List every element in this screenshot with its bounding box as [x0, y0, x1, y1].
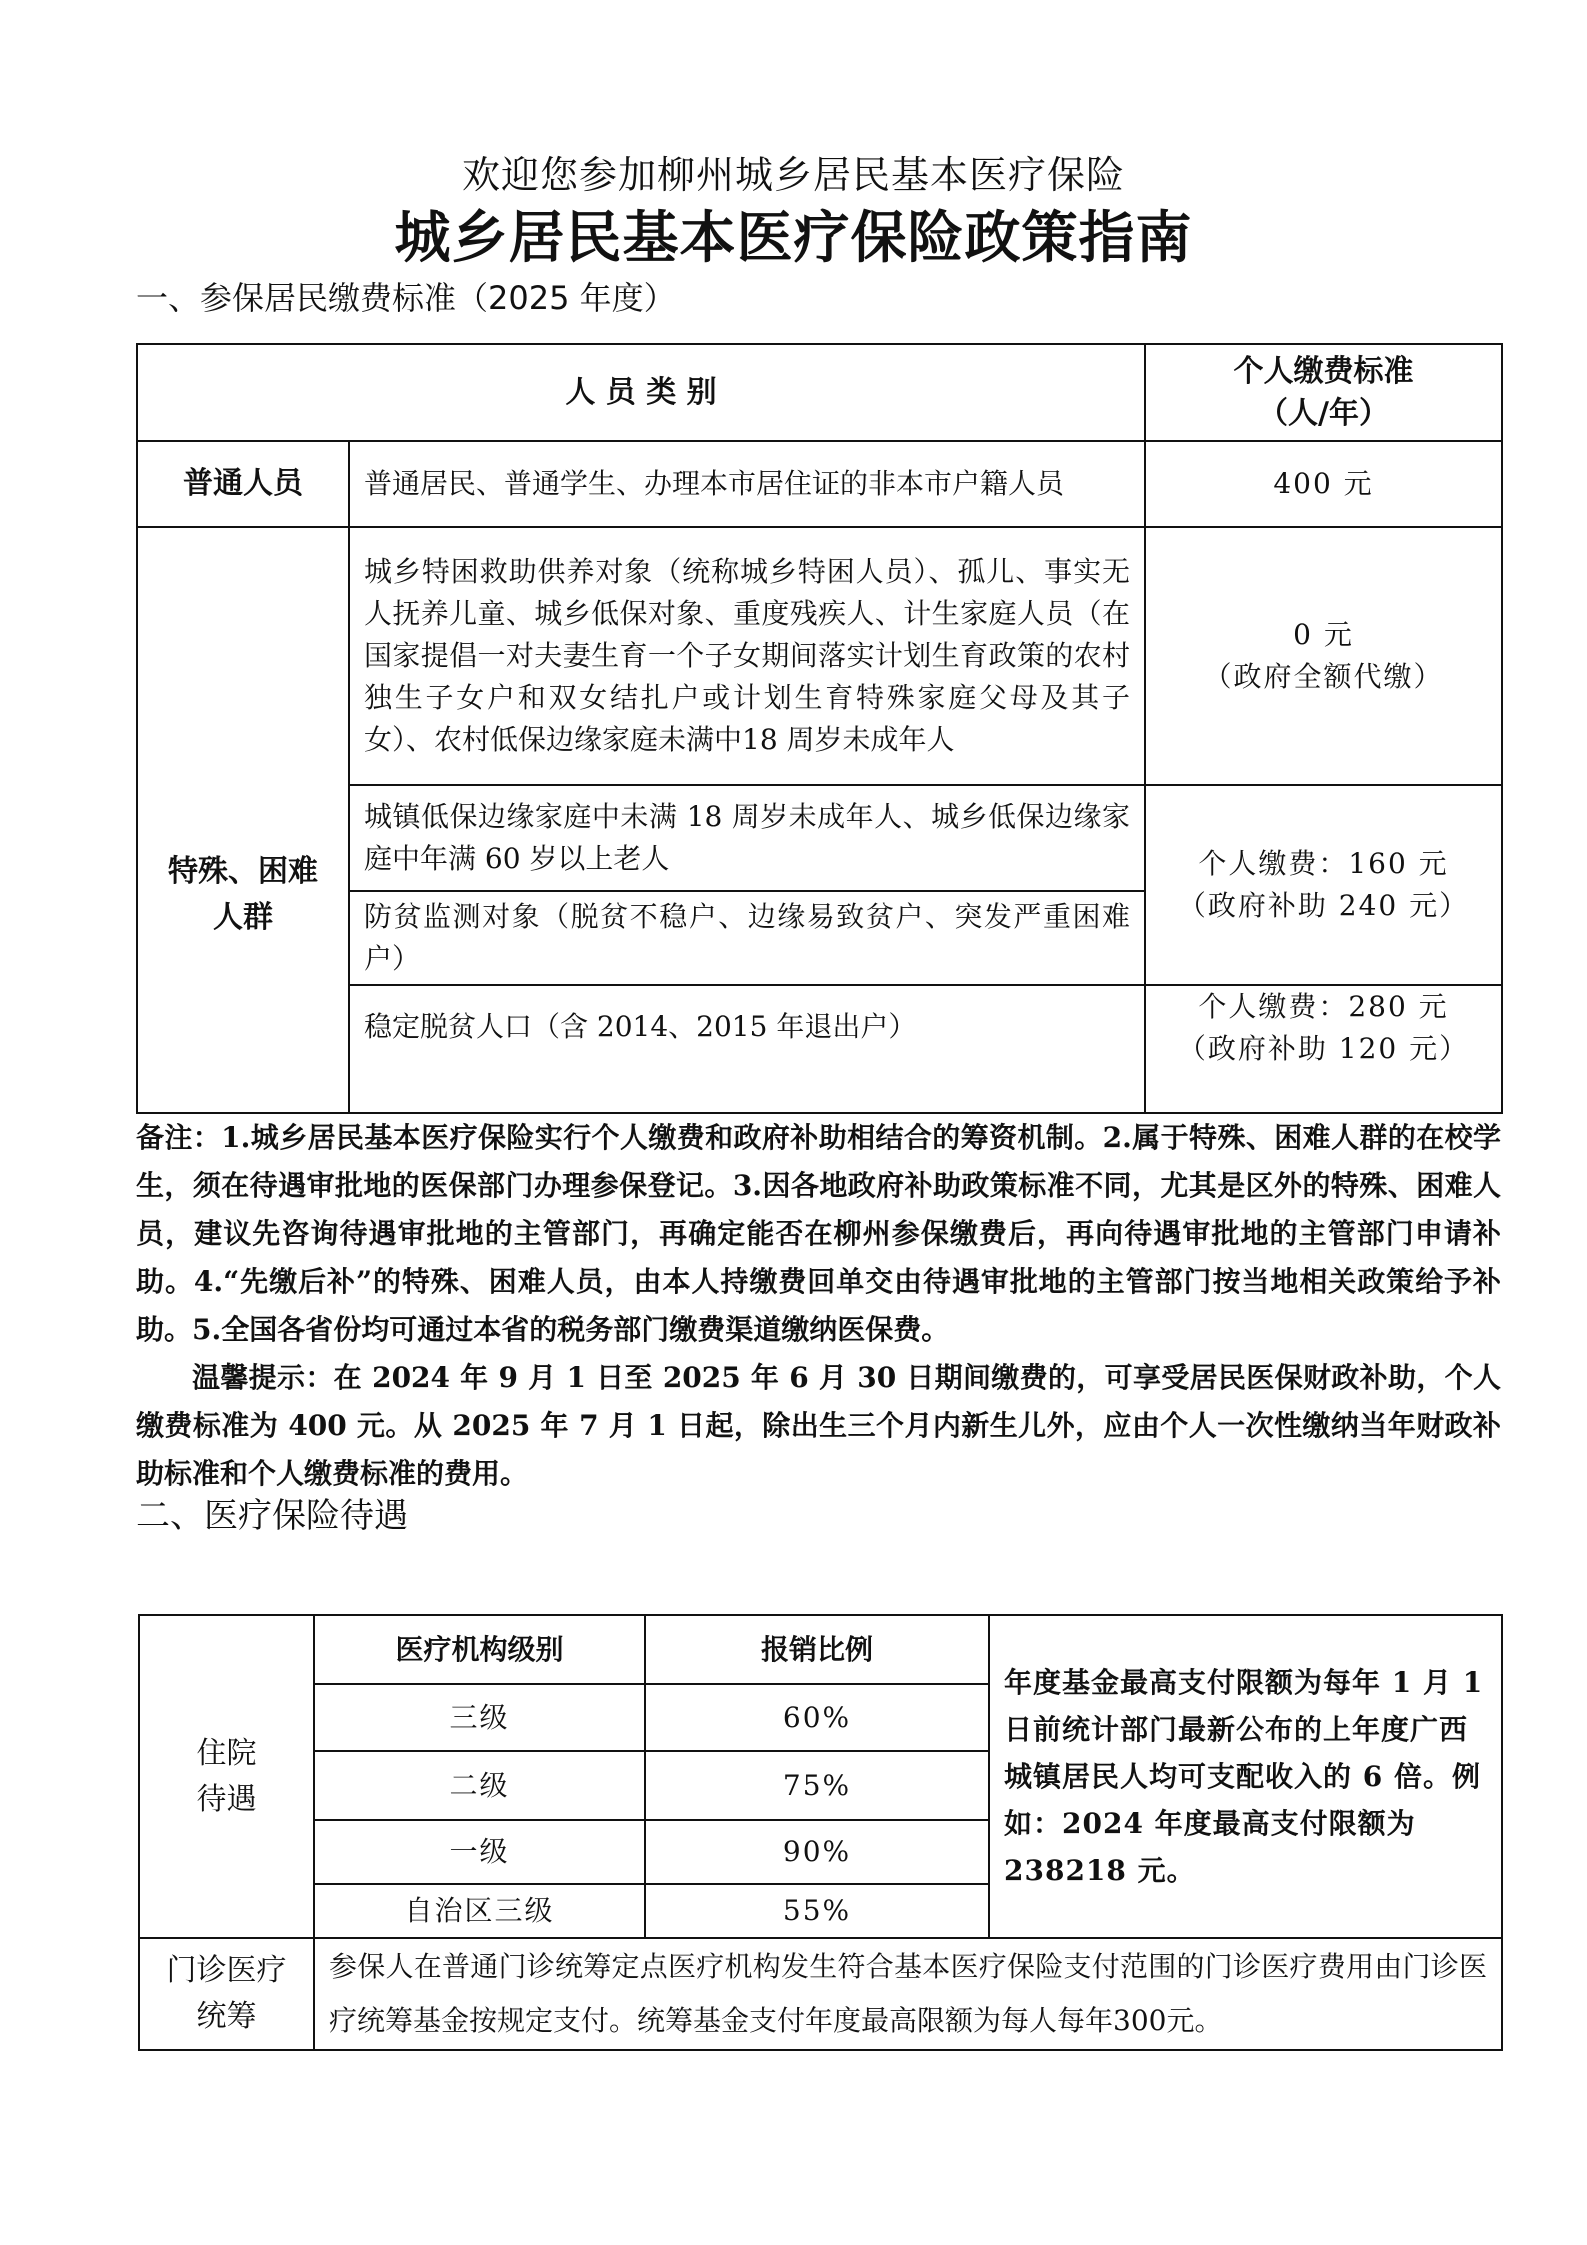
category-general: 普通人员	[137, 441, 349, 527]
warm-tip-text: 温馨提示：在 2024 年 9 月 1 日至 2025 年 6 月 30 日期间缴费的，可享受居民医保财政补助，个人缴费标准为 400 元。从 2025 年 7 月 1 日起，除出生三个月内新生儿外，应由个人一次性缴纳当年财政补助标准和个人缴费标准的费用。	[136, 1361, 1501, 1490]
header-reimbursement-ratio: 报销比例	[645, 1615, 989, 1684]
category-special-line1: 特殊、困难	[168, 854, 318, 889]
institution-level: 自治区三级	[314, 1884, 645, 1938]
description-special-2: 城镇低保边缘家庭中未满 18 周岁未成年人、城乡低保边缘家庭中年满 60 岁以上老人	[349, 785, 1145, 891]
outpatient-row	[139, 1938, 1502, 2050]
amount-special-4	[1145, 985, 1502, 1113]
header-institution-level: 医疗机构级别	[314, 1615, 645, 1684]
header-standard	[1145, 344, 1502, 441]
annual-limit-text: 年度基金最高支付限额为每年 1 月 1 日前统计部门最新公布的上年度广西城镇居民人均可支配收入的 6 倍。例如：2024 年度最高支付限额为 238218 元。	[989, 1615, 1502, 1938]
section-2-heading: 二、医疗保险待遇	[136, 1496, 408, 1536]
inpatient-label	[139, 1615, 314, 1938]
benefits-table	[138, 1614, 1503, 2051]
header-category: 人 员 类 别	[137, 344, 1145, 441]
table-row-general	[137, 441, 1502, 527]
table-header-row	[137, 344, 1502, 441]
outpatient-label	[139, 1938, 314, 2050]
outpatient-label-line1: 门诊医疗	[166, 1953, 287, 1988]
header-standard-line1: 个人缴费标准	[1233, 353, 1414, 389]
amount-special-1-line2: （政府全额代缴）	[1203, 660, 1444, 693]
description-special-1: 城乡特困救助供养对象（统称城乡特困人员）、孤儿、事实无人抚养儿童、城乡低保对象、重度残疾人、计生家庭人员（在国家提倡一对夫妻生育一个子女期间落实计划生育政策的农村独生子女户和双女结扎户或计划生育特殊家庭父母及其子女）、农村低保边缘家庭未满中18 周岁未成年人	[349, 527, 1145, 785]
category-special	[137, 527, 349, 1113]
institution-level: 二级	[314, 1751, 645, 1820]
description-general: 普通居民、普通学生、办理本市居住证的非本市户籍人员	[349, 441, 1145, 527]
inpatient-label-line2: 待遇	[196, 1781, 257, 1817]
contribution-standard-table	[136, 343, 1503, 1114]
description-special-3: 防贫监测对象（脱贫不稳户、边缘易致贫户、突发严重困难户）	[349, 891, 1145, 985]
amount-general: 400 元	[1145, 441, 1502, 527]
table-row-special-1	[137, 527, 1502, 785]
amount-special-shared-line2: （政府补助 240 元）	[1177, 889, 1470, 922]
header-standard-line2: （人/年）	[1258, 395, 1389, 431]
description-special-4: 稳定脱贫人口（含 2014、2015 年退出户）	[349, 985, 1145, 1113]
outpatient-text: 参保人在普通门诊统筹定点医疗机构发生符合基本医疗保险支付范围的门诊医疗费用由门诊医疗统筹基金按规定支付。统筹基金支付年度最高限额为每人每年300元。	[314, 1938, 1502, 2050]
reimbursement-ratio: 60%	[645, 1684, 989, 1751]
amount-special-1-line1: 0 元	[1293, 618, 1354, 651]
amount-special-shared	[1145, 785, 1502, 985]
inpatient-label-line1: 住院	[196, 1735, 257, 1771]
notes-block	[136, 1114, 1501, 1498]
inpatient-header-row	[139, 1615, 1502, 1684]
reimbursement-ratio: 55%	[645, 1884, 989, 1938]
amount-special-1	[1145, 527, 1502, 785]
amount-special-4-line1: 个人缴费：280 元	[1198, 990, 1449, 1023]
reimbursement-ratio: 75%	[645, 1751, 989, 1820]
amount-special-4-line2: （政府补助 120 元）	[1177, 1032, 1470, 1065]
institution-level: 三级	[314, 1684, 645, 1751]
category-special-line2: 人群	[213, 900, 273, 935]
section-1-heading: 一、参保居民缴费标准（2025 年度）	[136, 279, 676, 317]
outpatient-label-line2: 统筹	[196, 1999, 257, 2034]
reimbursement-ratio: 90%	[645, 1820, 989, 1884]
institution-level: 一级	[314, 1820, 645, 1884]
document-title: 城乡居民基本医疗保险政策指南	[394, 205, 1193, 271]
document-subtitle: 欢迎您参加柳州城乡居民基本医疗保险	[461, 153, 1125, 197]
amount-special-shared-line1: 个人缴费：160 元	[1198, 847, 1449, 880]
notes-text: 备注：1.城乡居民基本医疗保险实行个人缴费和政府补助相结合的筹资机制。2.属于特殊、困难人群的在校学生，须在待遇审批地的医保部门办理参保登记。3.因各地政府补助政策标准不同，尤其是区外的特殊、困难人员，建议先咨询待遇审批地的主管部门，再确定能否在柳州参保缴费后，再向待遇审批地的主管部门申请补助。4.“先缴后补”的特殊、困难人员，由本人持缴费回单交由待遇审批地的主管部门按当地相关政策给予补助。5.全国各省份均可通过本省的税务部门缴费渠道缴纳医保费。	[136, 1121, 1501, 1346]
